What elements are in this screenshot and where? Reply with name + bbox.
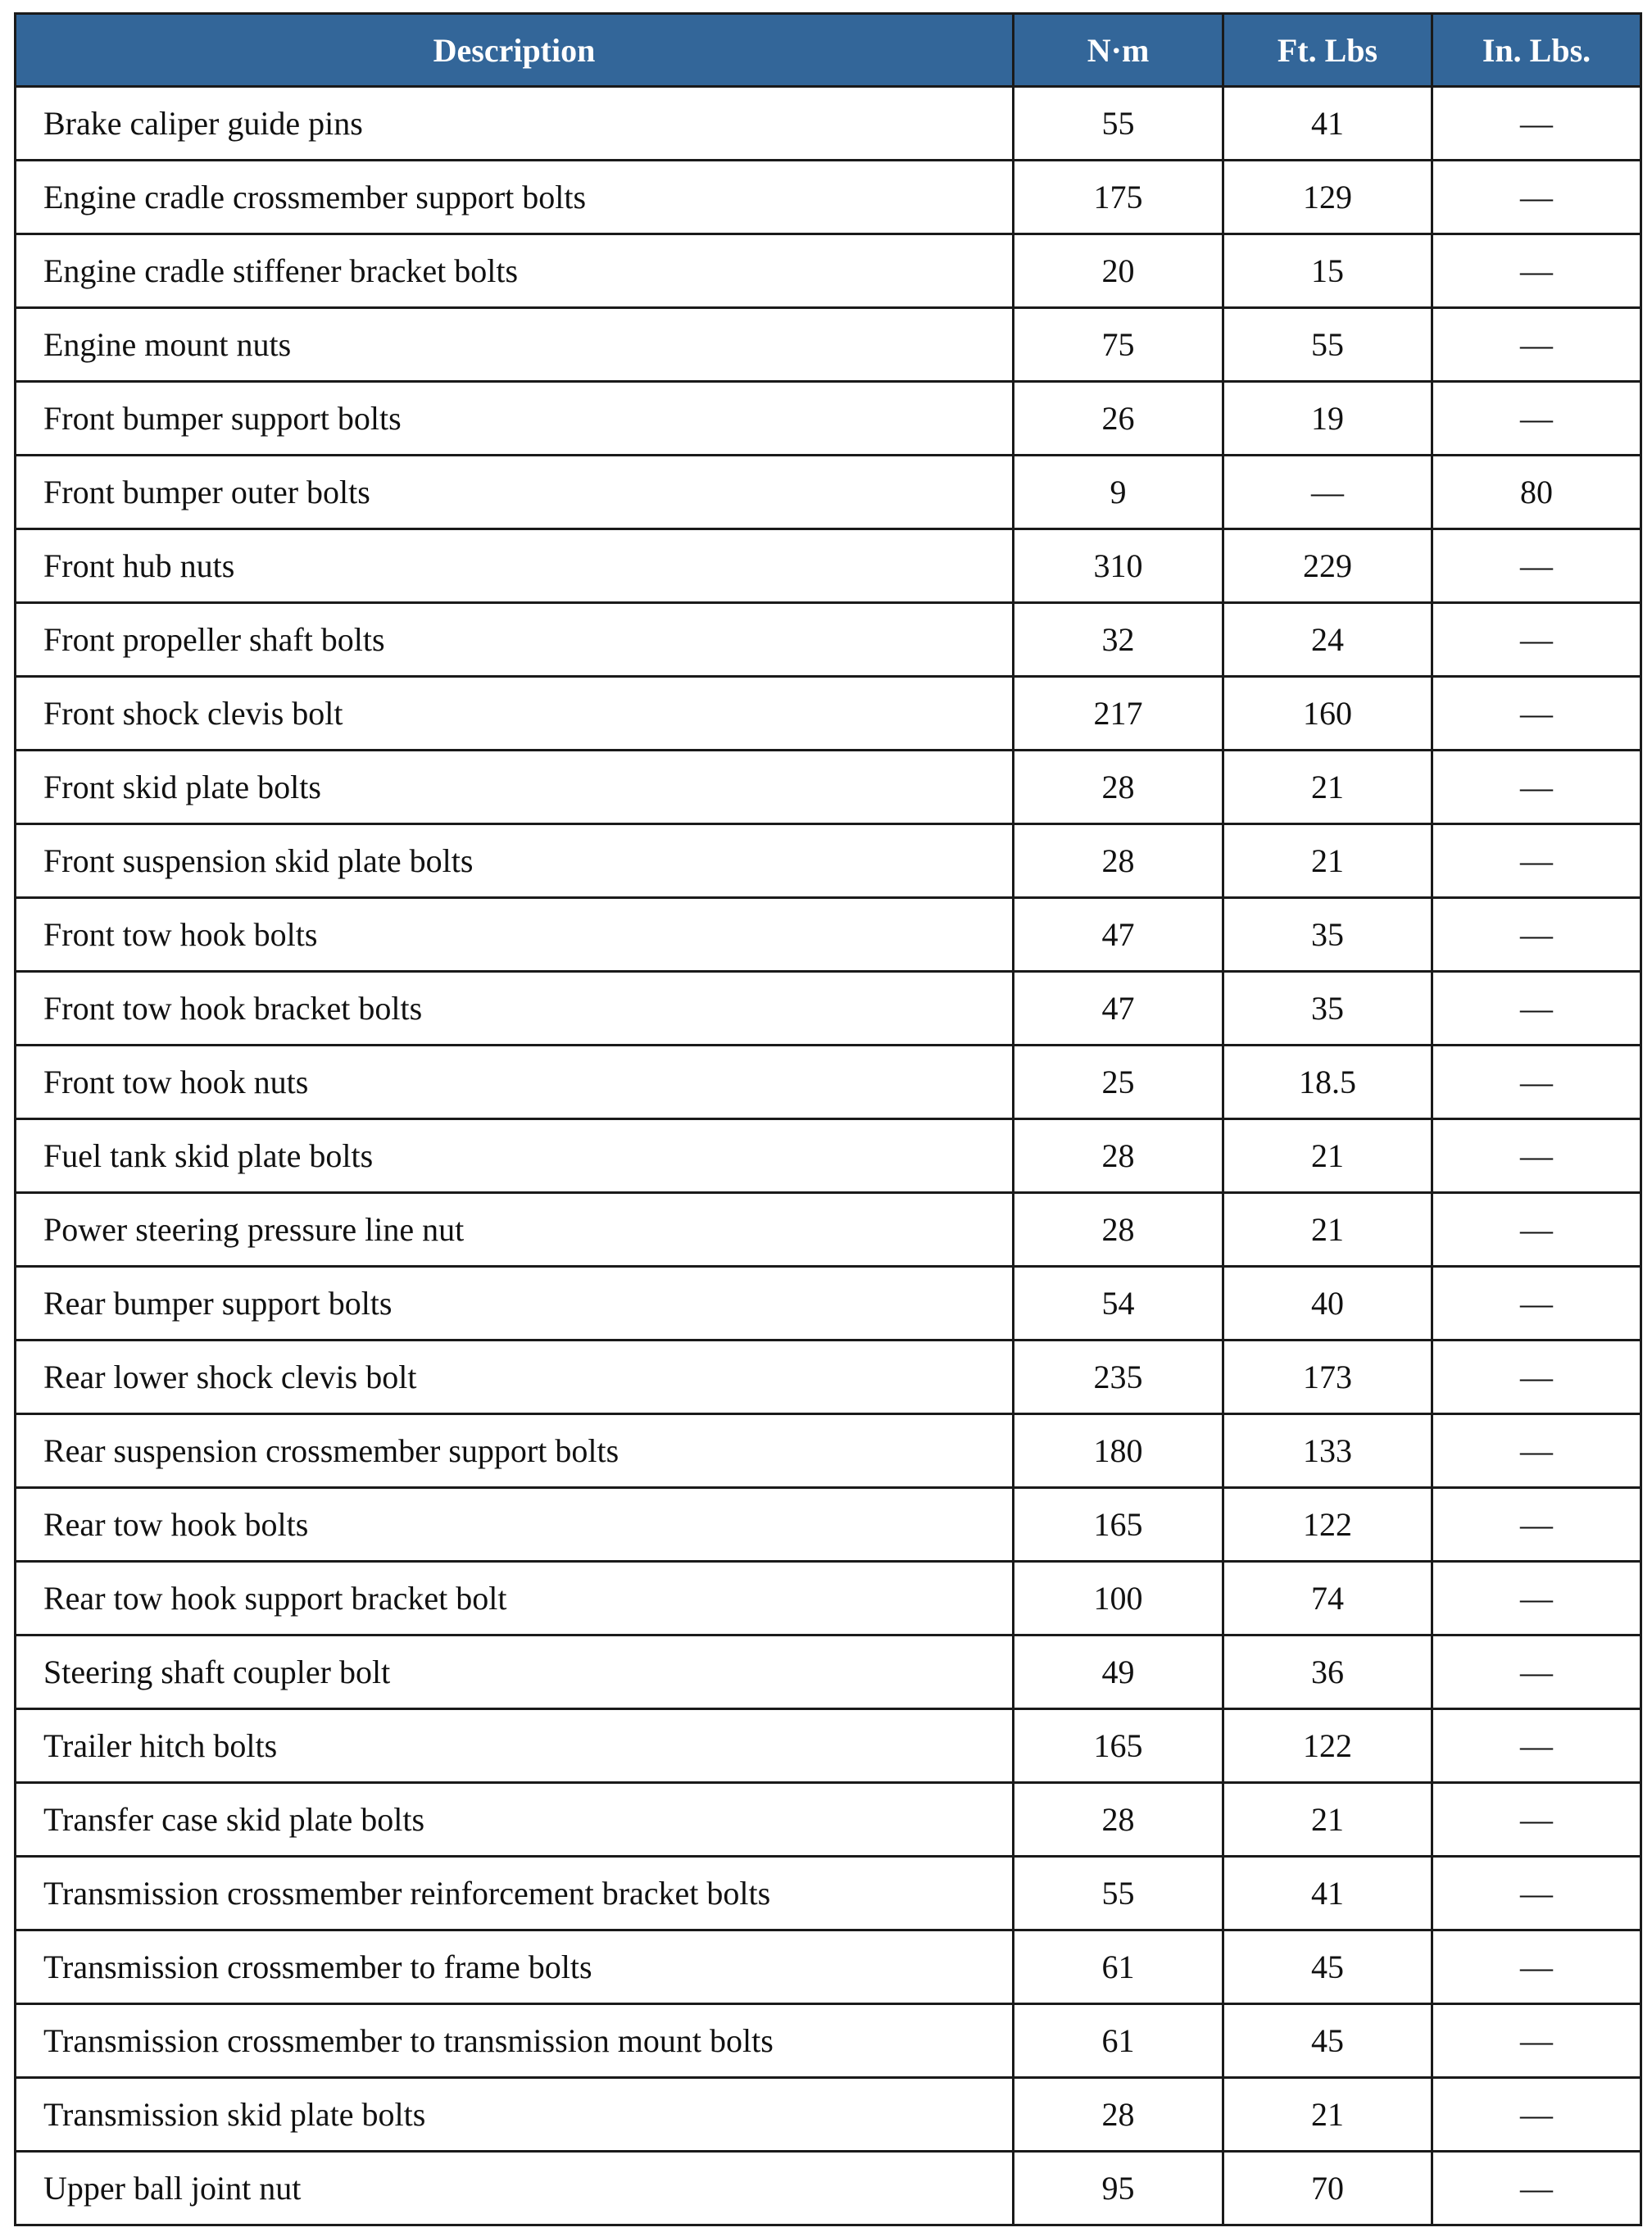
cell-nm: 28: [1014, 824, 1223, 898]
cell-description: Front tow hook nuts: [16, 1046, 1014, 1119]
cell-description: Steering shaft coupler bolt: [16, 1635, 1014, 1709]
cell-nm: 310: [1014, 529, 1223, 603]
cell-ft-lbs: 74: [1223, 1562, 1432, 1635]
cell-description: Power steering pressure line nut: [16, 1193, 1014, 1267]
cell-ft-lbs: 173: [1223, 1341, 1432, 1414]
cell-nm: 47: [1014, 972, 1223, 1046]
cell-ft-lbs: 122: [1223, 1709, 1432, 1783]
cell-in-lbs: —: [1432, 1488, 1641, 1562]
cell-description: Brake caliper guide pins: [16, 87, 1014, 161]
cell-description: Transmission crossmember to transmission mount bolts: [16, 2004, 1014, 2078]
cell-nm: 55: [1014, 1857, 1223, 1930]
cell-nm: 165: [1014, 1709, 1223, 1783]
cell-description: Front hub nuts: [16, 529, 1014, 603]
table-row: [16, 308, 1641, 382]
cell-ft-lbs: 19: [1223, 382, 1432, 456]
cell-ft-lbs: 35: [1223, 972, 1432, 1046]
cell-in-lbs: —: [1432, 1193, 1641, 1267]
cell-ft-lbs: 18.5: [1223, 1046, 1432, 1119]
cell-in-lbs: —: [1432, 2004, 1641, 2078]
cell-ft-lbs: 35: [1223, 898, 1432, 972]
cell-in-lbs: —: [1432, 1783, 1641, 1857]
table-row: [16, 1562, 1641, 1635]
cell-description: Transfer case skid plate bolts: [16, 1783, 1014, 1857]
torque-specifications-table: [14, 12, 1642, 2226]
cell-ft-lbs: 21: [1223, 1783, 1432, 1857]
cell-nm: 180: [1014, 1414, 1223, 1488]
table-row: [16, 1046, 1641, 1119]
cell-in-lbs: —: [1432, 677, 1641, 751]
table-row: [16, 677, 1641, 751]
cell-description: Transmission crossmember to frame bolts: [16, 1930, 1014, 2004]
cell-in-lbs: —: [1432, 2152, 1641, 2225]
table-row: [16, 529, 1641, 603]
cell-ft-lbs: 122: [1223, 1488, 1432, 1562]
table-row: [16, 1857, 1641, 1930]
table-row: [16, 972, 1641, 1046]
cell-description: Rear bumper support bolts: [16, 1267, 1014, 1341]
cell-in-lbs: —: [1432, 234, 1641, 308]
cell-nm: 28: [1014, 2078, 1223, 2152]
cell-nm: 9: [1014, 456, 1223, 529]
cell-description: Rear tow hook support bracket bolt: [16, 1562, 1014, 1635]
table-row: [16, 1635, 1641, 1709]
cell-ft-lbs: 21: [1223, 2078, 1432, 2152]
cell-description: Transmission skid plate bolts: [16, 2078, 1014, 2152]
table-header: [16, 14, 1641, 87]
cell-in-lbs: —: [1432, 1046, 1641, 1119]
cell-in-lbs: —: [1432, 1414, 1641, 1488]
cell-in-lbs: —: [1432, 898, 1641, 972]
cell-ft-lbs: 21: [1223, 1119, 1432, 1193]
cell-nm: 100: [1014, 1562, 1223, 1635]
cell-nm: 28: [1014, 1119, 1223, 1193]
table-row: [16, 2078, 1641, 2152]
cell-nm: 32: [1014, 603, 1223, 677]
table-row: [16, 1119, 1641, 1193]
cell-description: Rear suspension crossmember support bolts: [16, 1414, 1014, 1488]
cell-in-lbs: —: [1432, 1930, 1641, 2004]
table-row: [16, 751, 1641, 824]
table-row: [16, 2152, 1641, 2225]
cell-ft-lbs: 40: [1223, 1267, 1432, 1341]
cell-ft-lbs: 36: [1223, 1635, 1432, 1709]
header-ft-lbs: Ft. Lbs: [1223, 14, 1432, 87]
cell-ft-lbs: 21: [1223, 824, 1432, 898]
table-row: [16, 898, 1641, 972]
cell-in-lbs: —: [1432, 1562, 1641, 1635]
table-row: [16, 824, 1641, 898]
cell-description: Engine cradle crossmember support bolts: [16, 161, 1014, 234]
table-row: [16, 1267, 1641, 1341]
cell-in-lbs: —: [1432, 382, 1641, 456]
cell-ft-lbs: 41: [1223, 87, 1432, 161]
cell-description: Front bumper support bolts: [16, 382, 1014, 456]
cell-ft-lbs: 70: [1223, 2152, 1432, 2225]
table-row: [16, 603, 1641, 677]
cell-ft-lbs: 45: [1223, 2004, 1432, 2078]
table-row: [16, 1341, 1641, 1414]
header-in-lbs: In. Lbs.: [1432, 14, 1641, 87]
cell-nm: 217: [1014, 677, 1223, 751]
cell-ft-lbs: 15: [1223, 234, 1432, 308]
table-row: [16, 2004, 1641, 2078]
table-row: [16, 1783, 1641, 1857]
cell-nm: 61: [1014, 1930, 1223, 2004]
cell-description: Rear lower shock clevis bolt: [16, 1341, 1014, 1414]
cell-nm: 54: [1014, 1267, 1223, 1341]
cell-ft-lbs: 55: [1223, 308, 1432, 382]
cell-in-lbs: —: [1432, 1119, 1641, 1193]
table-body: [16, 87, 1641, 2225]
table-row: [16, 1488, 1641, 1562]
table-row: [16, 234, 1641, 308]
cell-in-lbs: —: [1432, 308, 1641, 382]
cell-ft-lbs: 21: [1223, 1193, 1432, 1267]
cell-description: Front propeller shaft bolts: [16, 603, 1014, 677]
cell-nm: 49: [1014, 1635, 1223, 1709]
table-row: [16, 1709, 1641, 1783]
cell-nm: 55: [1014, 87, 1223, 161]
cell-in-lbs: —: [1432, 529, 1641, 603]
table-row: [16, 161, 1641, 234]
cell-description: Fuel tank skid plate bolts: [16, 1119, 1014, 1193]
cell-description: Front skid plate bolts: [16, 751, 1014, 824]
cell-in-lbs: —: [1432, 1341, 1641, 1414]
cell-ft-lbs: 45: [1223, 1930, 1432, 2004]
cell-description: Front tow hook bolts: [16, 898, 1014, 972]
cell-in-lbs: —: [1432, 603, 1641, 677]
cell-in-lbs: —: [1432, 1857, 1641, 1930]
cell-in-lbs: —: [1432, 824, 1641, 898]
cell-ft-lbs: 133: [1223, 1414, 1432, 1488]
cell-in-lbs: —: [1432, 751, 1641, 824]
cell-description: Engine mount nuts: [16, 308, 1014, 382]
cell-nm: 61: [1014, 2004, 1223, 2078]
cell-nm: 47: [1014, 898, 1223, 972]
cell-in-lbs: —: [1432, 161, 1641, 234]
cell-description: Front suspension skid plate bolts: [16, 824, 1014, 898]
cell-ft-lbs: 21: [1223, 751, 1432, 824]
cell-ft-lbs: 160: [1223, 677, 1432, 751]
cell-description: Rear tow hook bolts: [16, 1488, 1014, 1562]
cell-ft-lbs: 129: [1223, 161, 1432, 234]
cell-ft-lbs: —: [1223, 456, 1432, 529]
table-row: [16, 1193, 1641, 1267]
cell-in-lbs: —: [1432, 972, 1641, 1046]
table-row: [16, 382, 1641, 456]
header-description: Description: [16, 14, 1014, 87]
cell-description: Front tow hook bracket bolts: [16, 972, 1014, 1046]
cell-description: Front shock clevis bolt: [16, 677, 1014, 751]
cell-description: Upper ball joint nut: [16, 2152, 1014, 2225]
table-row: [16, 1930, 1641, 2004]
table-row: [16, 1414, 1641, 1488]
header-nm: N·m: [1014, 14, 1223, 87]
cell-in-lbs: —: [1432, 1709, 1641, 1783]
cell-nm: 25: [1014, 1046, 1223, 1119]
table-row: [16, 87, 1641, 161]
table-row: [16, 456, 1641, 529]
cell-in-lbs: —: [1432, 1267, 1641, 1341]
cell-nm: 235: [1014, 1341, 1223, 1414]
cell-description: Front bumper outer bolts: [16, 456, 1014, 529]
cell-nm: 95: [1014, 2152, 1223, 2225]
cell-in-lbs: —: [1432, 1635, 1641, 1709]
cell-nm: 165: [1014, 1488, 1223, 1562]
cell-ft-lbs: 229: [1223, 529, 1432, 603]
cell-nm: 75: [1014, 308, 1223, 382]
cell-nm: 28: [1014, 1783, 1223, 1857]
header-row: [16, 14, 1641, 87]
cell-nm: 20: [1014, 234, 1223, 308]
cell-in-lbs: —: [1432, 87, 1641, 161]
cell-in-lbs: 80: [1432, 456, 1641, 529]
cell-ft-lbs: 41: [1223, 1857, 1432, 1930]
cell-ft-lbs: 24: [1223, 603, 1432, 677]
cell-description: Engine cradle stiffener bracket bolts: [16, 234, 1014, 308]
cell-nm: 26: [1014, 382, 1223, 456]
cell-in-lbs: —: [1432, 2078, 1641, 2152]
cell-nm: 28: [1014, 1193, 1223, 1267]
cell-description: Trailer hitch bolts: [16, 1709, 1014, 1783]
cell-nm: 175: [1014, 161, 1223, 234]
cell-nm: 28: [1014, 751, 1223, 824]
cell-description: Transmission crossmember reinforcement bracket bolts: [16, 1857, 1014, 1930]
